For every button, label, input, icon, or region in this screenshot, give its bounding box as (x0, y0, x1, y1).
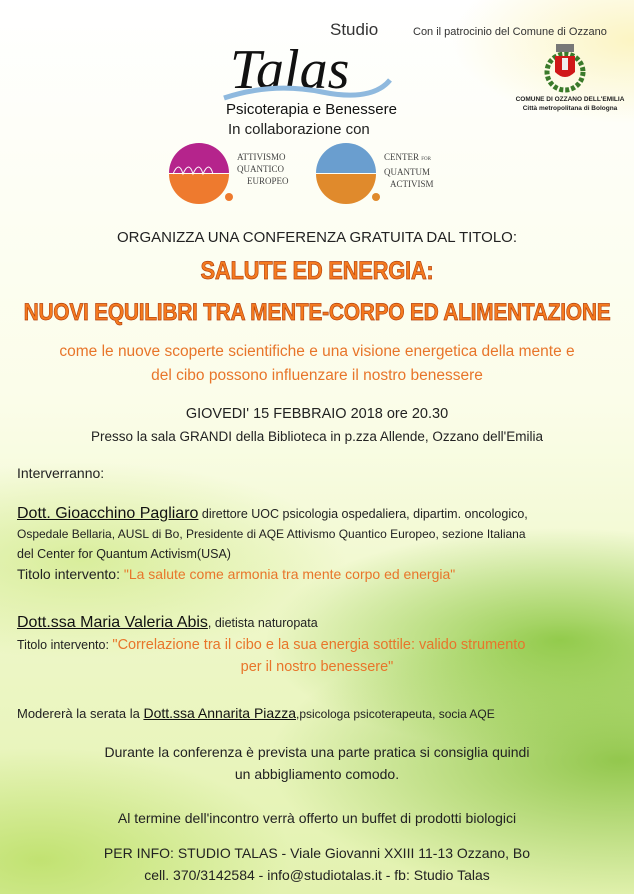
buffet-text: Al termine dell'incontro verrà offerto un buffet di prodotti biologici (117, 810, 517, 826)
comune-line2: Città metropolitana di Bologna (522, 105, 618, 112)
studio-talas-logo (222, 20, 397, 120)
info-line1: PER INFO: STUDIO TALAS - Viale Giovanni XXIII 11-13 Ozzano, Bo (103, 845, 531, 861)
title-line1: SALUTE ED ENERGIA: (200, 256, 434, 285)
speaker2-role: , dietista naturopata (207, 616, 318, 630)
speaker1-talk: "La salute come armonia tra mente corpo ed energia" (123, 566, 456, 582)
moderator (17, 705, 495, 721)
speaker2-talk-label: Titolo intervento: (17, 638, 113, 652)
speaker2-talk2: per il nostro benessere" (240, 659, 394, 675)
patrocinio-text: Con il patrocinio del Comune di Ozzano (413, 26, 607, 38)
note-line1: Durante la conferenza è prevista una parte pratica si consiglia quindi (104, 744, 530, 760)
logo-talas: Talas (230, 39, 350, 101)
speaker1-talk-label: Titolo intervento: (17, 566, 124, 582)
cqa-for: FOR (421, 157, 431, 162)
speaker1-name: Dott. Gioacchino Pagliaro (17, 505, 199, 522)
speaker1-role2: Ospedale Bellaria, AUSL di Bo, Presidente di AQE Attivismo Quantico Europeo, sezione Italiana (17, 527, 526, 541)
cqa-logo (314, 143, 449, 203)
wave-icon (222, 78, 392, 102)
aqe-l1: ATTIVISMO (237, 152, 286, 162)
speaker2-talk1: "Correlazione tra il cibo e la sua energia sottile: valido strumento (112, 637, 526, 653)
speaker2 (17, 612, 627, 656)
speakers-label: Interverranno: (17, 465, 105, 481)
subtitle-line2: del cibo possono influenzare il nostro benessere (151, 367, 483, 384)
speaker2-name: Dott.ssa Maria Valeria Abis (17, 614, 208, 631)
aqe-l2: QUANTICO (237, 164, 284, 174)
subtitle-line1: come le nuove scoperte scientifiche e una visione energetica della mente e (59, 343, 575, 360)
note-line2: un abbigliamento comodo. (234, 766, 400, 782)
event-place: Presso la sala GRANDI della Biblioteca in p.zza Allende, Ozzano dell'Emilia (90, 429, 544, 444)
aqe-l3: EUROPEO (247, 176, 289, 186)
collab-label: In collaborazione con (228, 121, 370, 138)
speaker1-role3: del Center for Quantum Activism(USA) (17, 547, 231, 561)
comune-line1: COMUNE DI OZZANO DELL'EMILIA (515, 96, 625, 103)
aqe-logo (167, 143, 302, 203)
speaker1 (17, 504, 627, 584)
event-date: GIOVEDI' 15 FEBBRAIO 2018 ore 20.30 (185, 406, 449, 422)
intro-text: ORGANIZZA UNA CONFERENZA GRATUITA DAL TITOLO: (116, 229, 518, 246)
moderator-name: Dott.ssa Annarita Piazza (143, 705, 296, 721)
moderator-post: ,psicologa psicoterapeuta, socia AQE (295, 707, 495, 721)
cqa-l2: QUANTUM (384, 167, 430, 177)
moderator-pre: Modererà la serata la (17, 706, 144, 721)
coat-of-arms-icon (543, 42, 587, 94)
cqa-l3: ACTIVISM (390, 179, 434, 189)
cqa-globe-icon (314, 143, 380, 205)
logo-tagline: Psicoterapia e Benessere (226, 101, 397, 118)
title-line2: NUOVI EQUILIBRI TRA MENTE-CORPO ED ALIMENTAZIONE (23, 299, 611, 326)
cqa-l1: CENTER (384, 152, 419, 162)
speaker1-role1: direttore UOC psicologia ospedaliera, dipartim. oncologico, (198, 507, 528, 521)
logo-studio: Studio (330, 20, 379, 39)
aqe-globe-icon (167, 143, 233, 205)
info-line2: cell. 370/3142584 - info@studiotalas.it - fb: Studio Talas (144, 867, 490, 883)
